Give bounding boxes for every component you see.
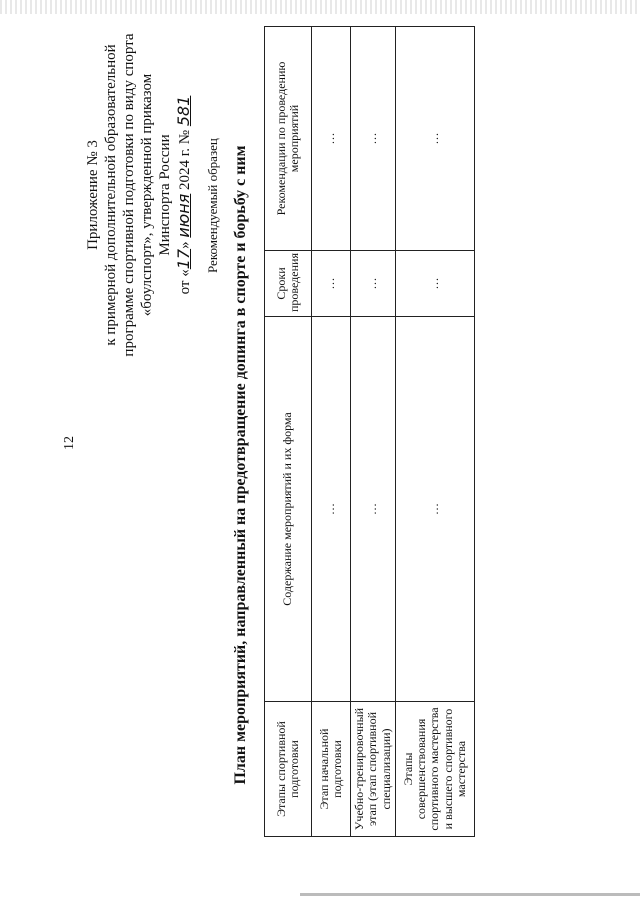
approval-line-4: «боулспорт», утвержденной приказом <box>139 73 155 317</box>
cell-recommendations: … <box>396 27 475 251</box>
table-row <box>312 27 351 837</box>
cell-content: … <box>351 317 396 702</box>
column-header-stage: Этапы спортивной подготовки <box>265 702 312 837</box>
date-mid: » <box>177 241 193 249</box>
approval-line-1: Приложение № 3 <box>85 140 101 250</box>
cell-stage: Этап начальной подготовки <box>312 702 351 837</box>
cell-recommendations: … <box>351 27 396 251</box>
page-number: 12 <box>62 436 77 450</box>
approval-line-2: к примерной дополнительной образовательной <box>103 44 119 346</box>
approval-line-3: программе спортивной подготовки по виду спорта <box>121 33 137 357</box>
table-row <box>351 27 396 837</box>
cell-terms: … <box>396 251 475 317</box>
date-year: 2024 г. № <box>177 129 193 190</box>
approval-line-5: Минспорта России <box>157 134 173 256</box>
cell-terms: … <box>312 251 351 317</box>
plan-table <box>264 26 475 837</box>
column-header-recommendations: Рекомендации по проведению мероприятий <box>265 27 312 251</box>
plan-title: План мероприятий, направленный на предотвращение допинга в спорте и борьбу с ним <box>232 145 249 785</box>
date-month: июня <box>174 193 193 238</box>
column-header-terms: Сроки проведения <box>265 251 312 317</box>
approval-block <box>84 25 194 365</box>
cell-stage: Этапы совершенствования спортивного мастерства и высшего спортивного мастерства <box>396 702 475 837</box>
sample-label: Рекомендуемый образец <box>205 138 220 273</box>
approval-date-line <box>174 25 194 365</box>
table-row <box>396 27 475 837</box>
column-header-content: Содержание мероприятий и их форма <box>265 317 312 702</box>
cell-terms: … <box>351 251 396 317</box>
table-header-row <box>265 27 312 837</box>
date-day: 17 <box>174 248 193 270</box>
order-number: 581 <box>174 95 193 127</box>
cell-recommendations: … <box>312 27 351 251</box>
date-prefix: от « <box>177 269 193 295</box>
cell-content: … <box>396 317 475 702</box>
cell-content: … <box>312 317 351 702</box>
cell-stage: Учебно-тренировочный этап (этап спортивной специализации) <box>351 702 396 837</box>
